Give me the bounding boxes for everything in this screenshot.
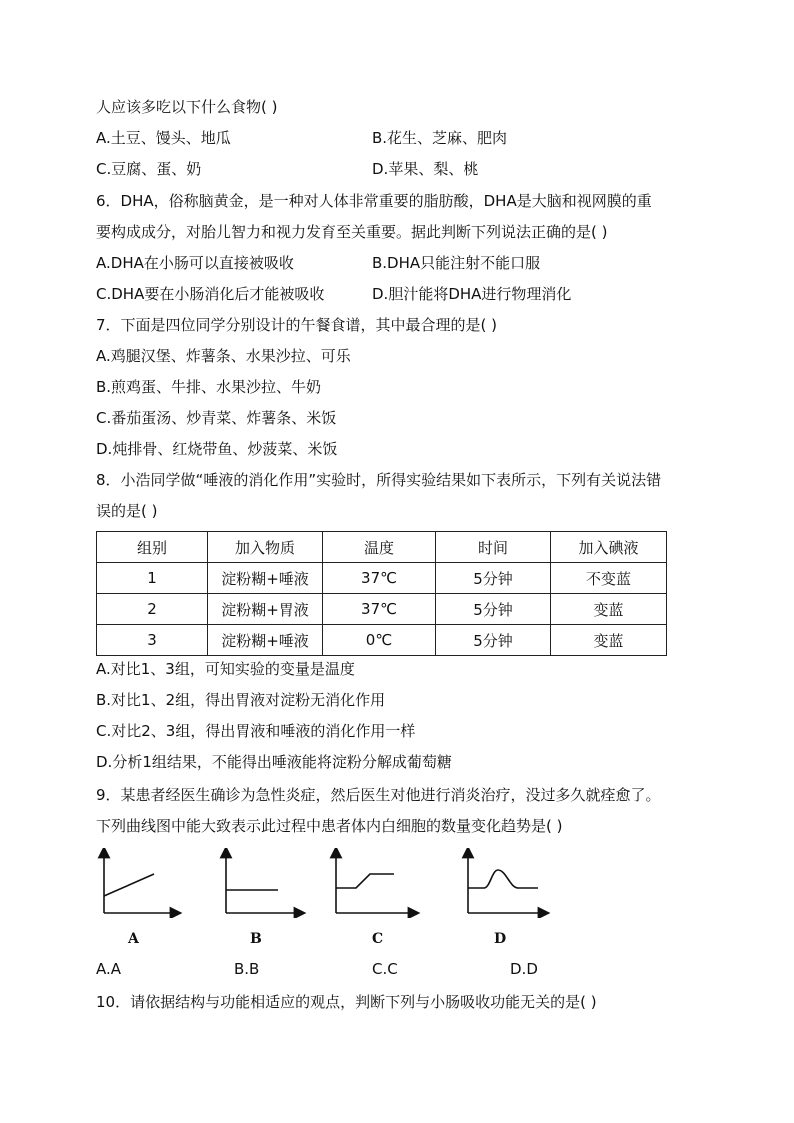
q6-option-a: A.DHA在小肠可以直接被吸收 — [96, 254, 294, 272]
graph-label-d: D — [494, 931, 507, 947]
question-6-line-2: 要构成成分，对胎儿智力和视力发育至关重要。据此判断下列说法正确的是( ) — [96, 223, 608, 241]
q8-option-a: A.对比1、3组，可知实验的变量是温度 — [96, 660, 355, 678]
question-10-stem: 10．请依据结构与功能相适应的观点，判断下列与小肠吸收功能无关的是( ) — [96, 993, 597, 1011]
experiment-results-table — [96, 531, 667, 656]
q8-option-c: C.对比2、3组，得出胃液和唾液的消化作用一样 — [96, 722, 416, 740]
question-5-stem-end: 人应该多吃以下什么食物( ) — [96, 98, 278, 116]
q5-option-a: A.土豆、馒头、地瓜 — [96, 129, 231, 147]
table-cell: 5分钟 — [436, 594, 551, 625]
graph-a — [104, 852, 176, 913]
graph-d — [468, 852, 544, 913]
q5-option-b: B.花生、芝麻、肥肉 — [372, 129, 508, 147]
table-cell: 淀粉糊+胃液 — [208, 594, 323, 625]
table-cell: 淀粉糊+唾液 — [208, 625, 323, 656]
table-cell: 5分钟 — [436, 563, 551, 594]
q5-option-c: C.豆腐、蛋、奶 — [96, 160, 202, 178]
q7-option-c: C.番茄蛋汤、炒青菜、炸薯条、米饭 — [96, 409, 337, 427]
q6-option-d: D.胆汁能将DHA进行物理消化 — [372, 285, 572, 303]
header-cell: 加入物质 — [208, 532, 323, 563]
q8-option-d: D.分析1组结果，不能得出唾液能将淀粉分解成葡萄糖 — [96, 753, 452, 771]
q6-option-c: C.DHA要在小肠消化后才能被吸收 — [96, 285, 325, 303]
graph-c — [336, 852, 414, 913]
graph-label-a: A — [128, 931, 139, 947]
question-8-line-1: 8．小浩同学做“唾液的消化作用”实验时，所得实验结果如下表所示，下列有关说法错 — [96, 471, 662, 489]
q6-option-b: B.DHA只能注射不能口服 — [372, 254, 541, 272]
q7-option-a: A.鸡腿汉堡、炸薯条、水果沙拉、可乐 — [96, 347, 351, 365]
table-cell: 淀粉糊+唾液 — [208, 563, 323, 594]
table-header-row — [97, 532, 667, 563]
table-row — [97, 594, 667, 625]
question-8-line-2: 误的是( ) — [96, 502, 158, 520]
question-9-line-2: 下列曲线图中能大致表示此过程中患者体内白细胞的数量变化趋势是( ) — [96, 817, 563, 835]
graph-b — [226, 852, 300, 913]
table-cell: 变蓝 — [551, 594, 667, 625]
q9-option-a: A.A — [96, 960, 122, 978]
question-9-line-1: 9．某患者经医生确诊为急性炎症，然后医生对他进行消炎治疗，没过多久就痊愈了。 — [96, 786, 661, 804]
header-cell: 温度 — [323, 532, 436, 563]
q7-option-d: D.炖排骨、红烧带鱼、炒菠菜、米饭 — [96, 440, 338, 458]
graph-label-b: B — [250, 931, 262, 947]
question-6-line-1: 6．DHA，俗称脑黄金，是一种对人体非常重要的脂肪酸，DHA是大脑和视网膜的重 — [96, 192, 652, 210]
table-cell: 5分钟 — [436, 625, 551, 656]
table-cell: 不变蓝 — [551, 563, 667, 594]
table-cell: 0℃ — [323, 625, 436, 656]
header-cell: 时间 — [436, 532, 551, 563]
table-cell: 3 — [97, 625, 208, 656]
q7-option-b: B.煎鸡蛋、牛排、水果沙拉、牛奶 — [96, 378, 322, 396]
table-row — [97, 563, 667, 594]
q8-option-b: B.对比1、2组，得出胃液对淀粉无消化作用 — [96, 691, 386, 709]
question-7-stem: 7．下面是四位同学分别设计的午餐食谱，其中最合理的是( ) — [96, 316, 498, 334]
graph-label-c: C — [372, 931, 384, 947]
table-cell: 1 — [97, 563, 208, 594]
table-cell: 37℃ — [323, 594, 436, 625]
table-cell: 2 — [97, 594, 208, 625]
trend-graphs — [96, 848, 556, 918]
table-cell: 变蓝 — [551, 625, 667, 656]
table-row — [97, 625, 667, 656]
q9-option-d: D.D — [510, 960, 538, 978]
q9-option-b: B.B — [234, 960, 260, 978]
header-cell: 组别 — [97, 532, 208, 563]
header-cell: 加入碘液 — [551, 532, 667, 563]
table-cell: 37℃ — [323, 563, 436, 594]
q5-option-d: D.苹果、梨、桃 — [372, 160, 479, 178]
q9-option-c: C.C — [372, 960, 398, 978]
